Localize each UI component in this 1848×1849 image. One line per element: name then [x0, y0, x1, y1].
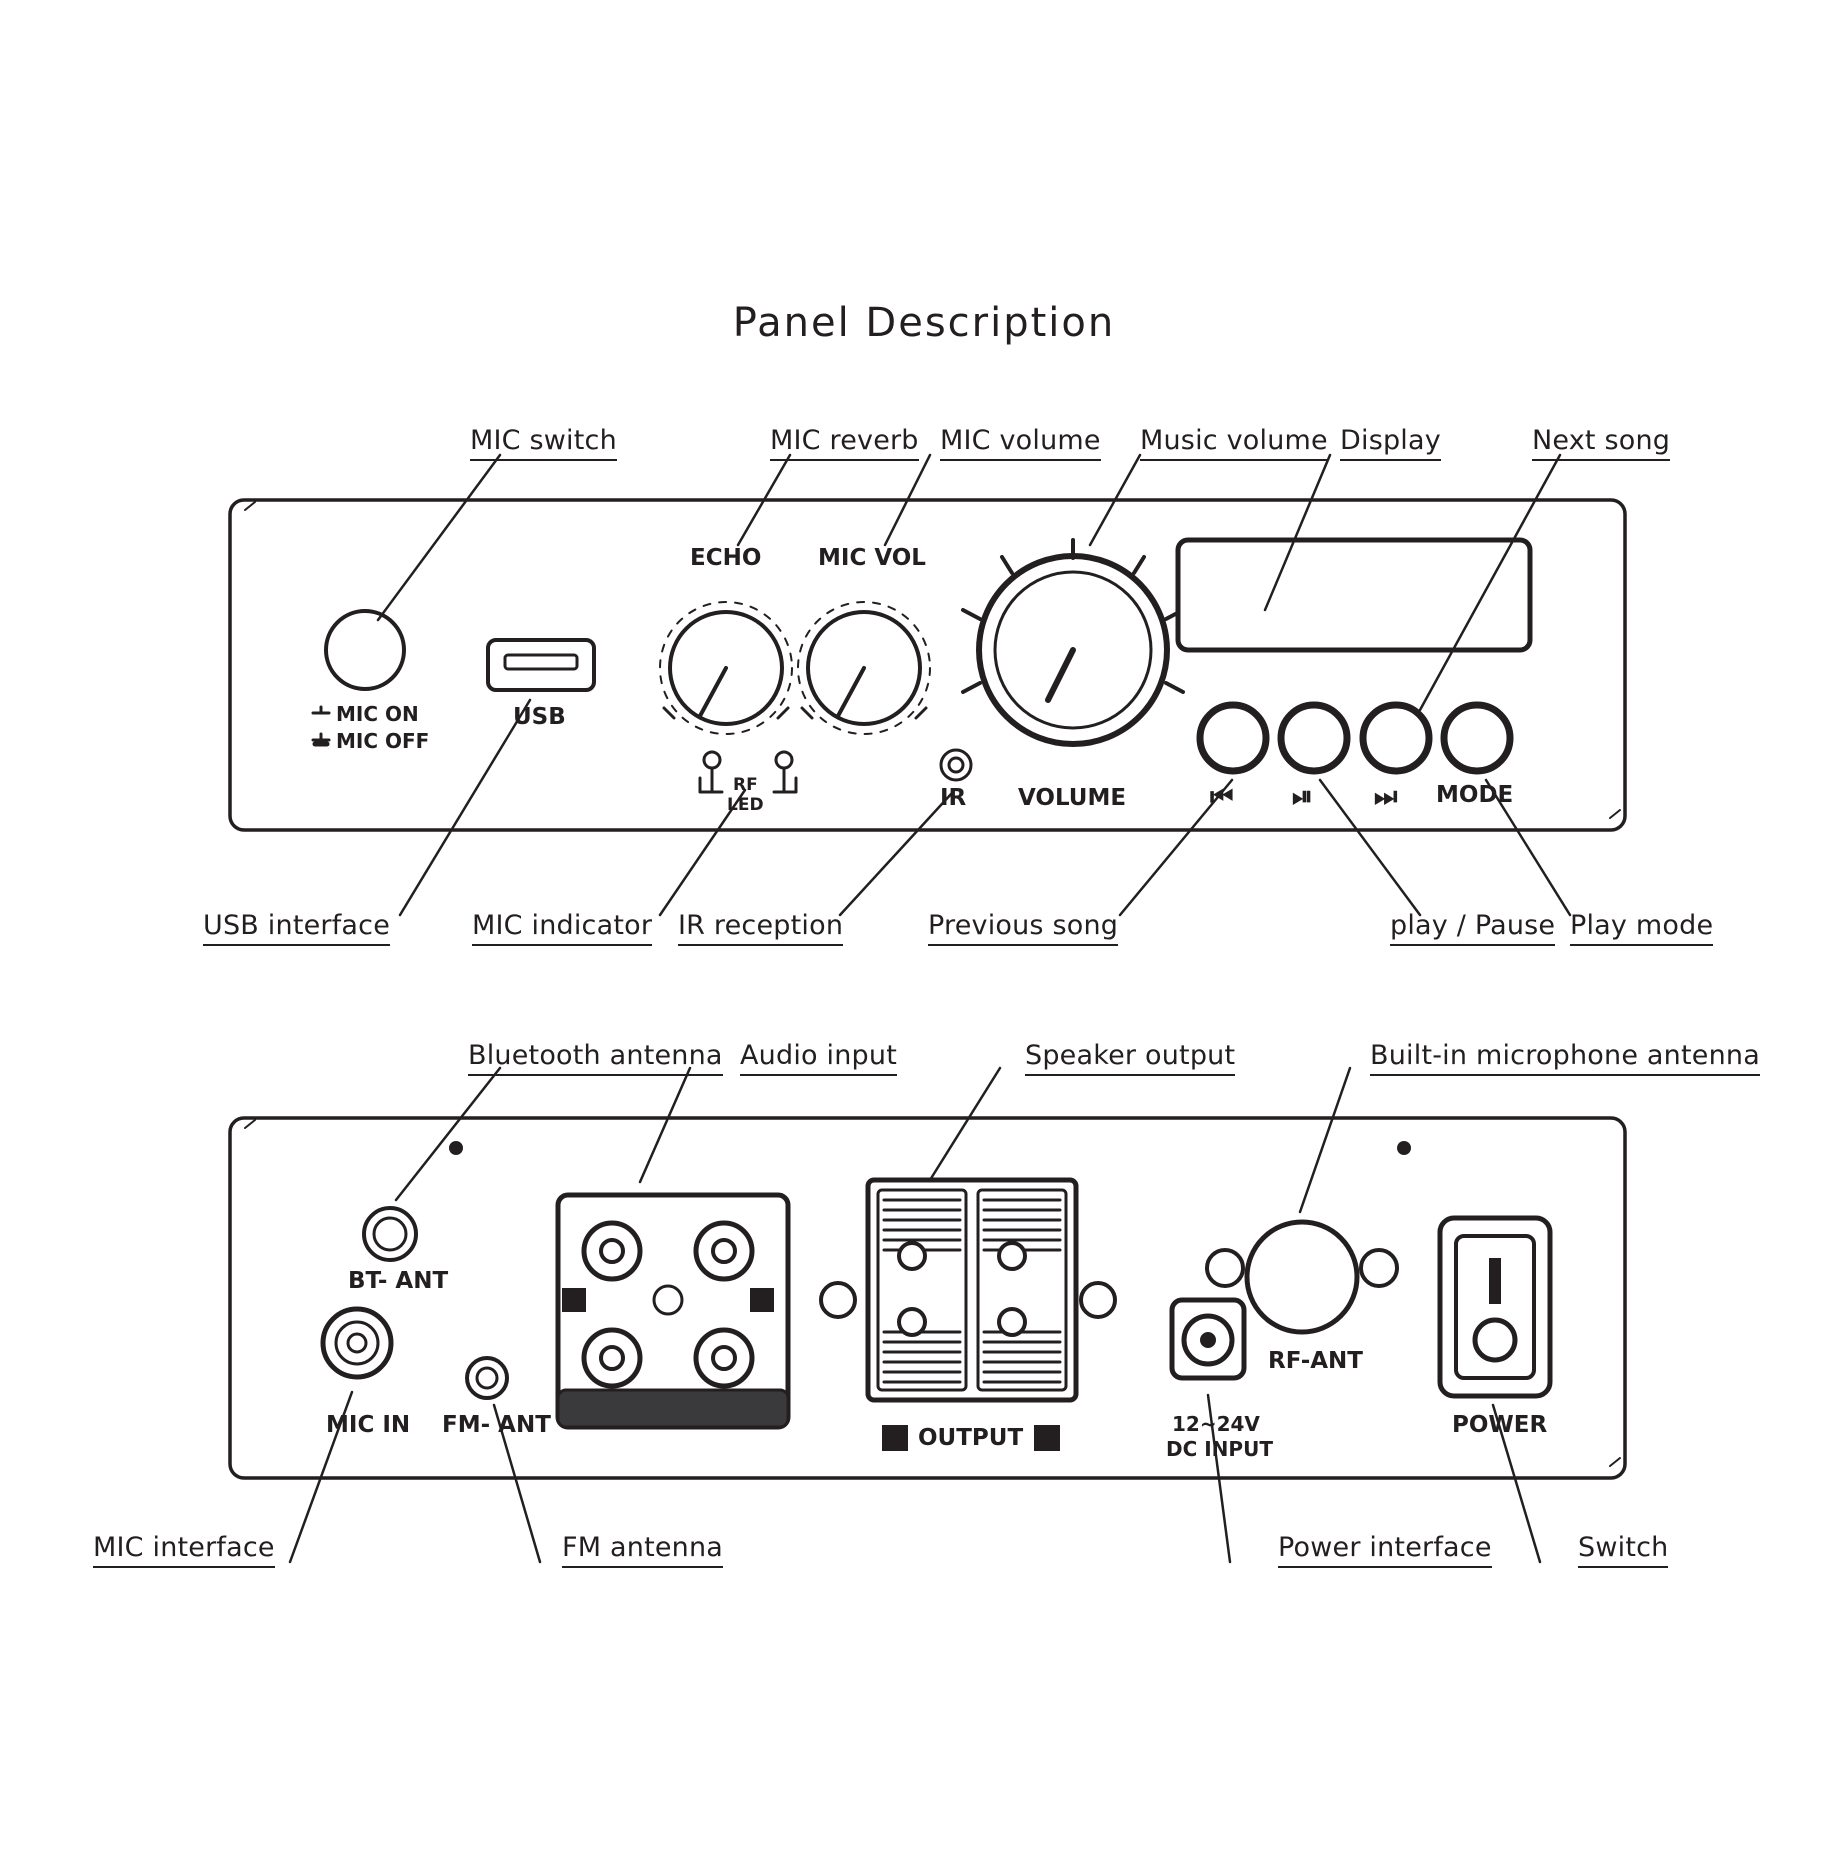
callout-display: Display — [1340, 425, 1441, 461]
callout-ir-reception: IR reception — [678, 910, 843, 946]
callout-mic-volume: MIC volume — [940, 425, 1101, 461]
label-mode: MODE — [1436, 782, 1514, 808]
callout-next-song: Next song — [1532, 425, 1670, 461]
label-bt-ant: BT- ANT — [348, 1268, 449, 1294]
bt-ant-jack — [364, 1208, 416, 1260]
callout-fm-antenna: FM antenna — [562, 1532, 723, 1568]
page-title: Panel Description — [732, 300, 1116, 346]
power-rocker-switch — [1440, 1218, 1550, 1396]
usb-port — [488, 640, 594, 690]
callout-music-volume: Music volume — [1140, 425, 1328, 461]
callout-mic-reverb: MIC reverb — [770, 425, 919, 461]
label-dc-input: DC INPUT — [1166, 1437, 1273, 1461]
label-led: LED — [727, 795, 764, 815]
play-pause-icon: ⏯ — [1292, 782, 1313, 812]
callout-usb-interface: USB interface — [203, 910, 390, 946]
label-echo: ECHO — [690, 545, 762, 571]
label-dc-voltage: 12~24V — [1172, 1412, 1260, 1436]
callout-mic-indicator: MIC indicator — [472, 910, 652, 946]
label-power: POWER — [1452, 1412, 1548, 1438]
callout-switch: Switch — [1578, 1532, 1668, 1568]
callout-speaker-output: Speaker output — [1025, 1040, 1235, 1076]
label-rf-ant: RF-ANT — [1268, 1348, 1363, 1374]
callout-bluetooth-antenna: Bluetooth antenna — [468, 1040, 723, 1076]
label-usb: USB — [513, 704, 566, 730]
callout-builtin-mic-antenna: Built-in microphone antenna — [1370, 1040, 1760, 1076]
audio-input-block — [558, 1195, 788, 1427]
label-fm-ant: FM- ANT — [442, 1412, 551, 1438]
label-mic-on: MIC ON — [336, 702, 419, 726]
label-mic-vol: MIC VOL — [818, 545, 926, 571]
label-mic-off: MIC OFF — [336, 729, 430, 753]
callout-audio-input: Audio input — [740, 1040, 897, 1076]
label-mic-in: MIC IN — [326, 1412, 411, 1438]
callout-previous-song: Previous song — [928, 910, 1118, 946]
dc-input-jack — [1172, 1300, 1244, 1378]
callout-mic-interface: MIC interface — [93, 1532, 275, 1568]
label-output: OUTPUT — [918, 1425, 1024, 1451]
callout-power-interface: Power interface — [1278, 1532, 1492, 1568]
previous-track-icon: ⏮ — [1210, 782, 1234, 812]
fm-ant-jack — [467, 1358, 507, 1398]
display-screen — [1178, 540, 1530, 650]
mic-in-jack — [323, 1309, 391, 1377]
next-track-icon: ⏭ — [1374, 782, 1398, 812]
label-rf: RF — [733, 775, 758, 795]
callout-mic-switch: MIC switch — [470, 425, 617, 461]
label-ir: IR — [940, 785, 967, 811]
callout-play-mode: Play mode — [1570, 910, 1713, 946]
callout-play-pause: play / Pause — [1390, 910, 1555, 946]
label-volume: VOLUME — [1018, 785, 1127, 811]
mic-switch-control — [326, 611, 404, 689]
ir-receiver — [941, 750, 971, 780]
